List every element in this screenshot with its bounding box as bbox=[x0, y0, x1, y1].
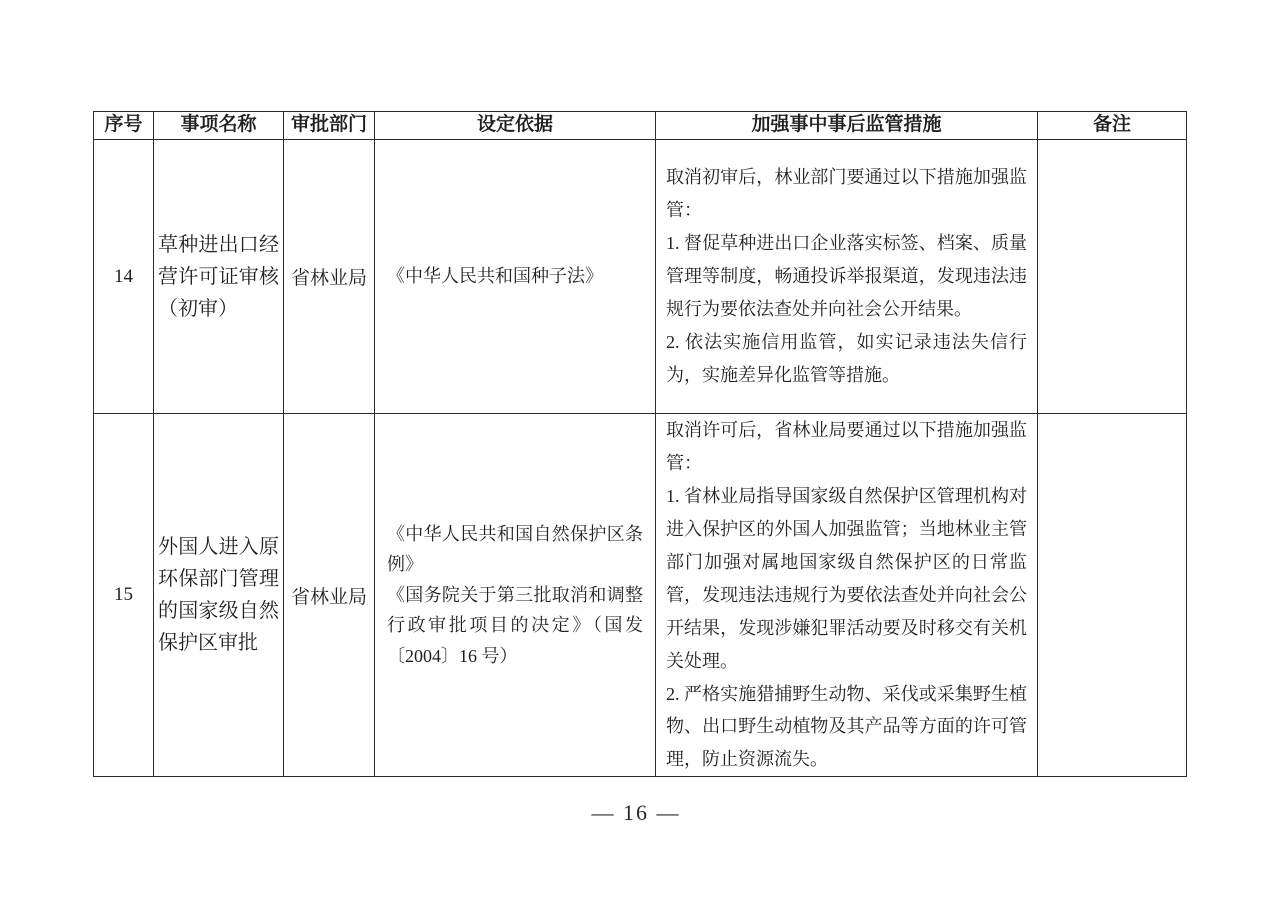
approval-items-table bbox=[93, 111, 1187, 777]
row14-measures-item-2: 2. 依法实施信用监管，如实记录违法失信行为，实施差异化监管等措施。 bbox=[666, 331, 1027, 385]
page-number: — 16 — bbox=[591, 800, 681, 825]
table-row bbox=[94, 414, 1187, 777]
row14-department: 省林业局 bbox=[284, 140, 375, 414]
row14-basis-line: 《中华人民共和国种子法》 bbox=[387, 266, 603, 287]
row15-basis bbox=[375, 414, 656, 777]
row15-measures-item-1: 1. 省林业局指导国家级自然保护区管理机构对进入保护区的外国人加强监管；当地林业主管部门加强对属地国家级自然保护区的日常监管，发现违法违规行为要依法查处并向社会公开结果，发现涉嫌犯罪活动要及时移交有关机关处理。 bbox=[666, 485, 1027, 671]
row14-measures bbox=[656, 140, 1038, 414]
header-remark: 备注 bbox=[1038, 112, 1187, 140]
header-seq: 序号 bbox=[94, 112, 154, 140]
row15-basis-line-1: 《中华人民共和国自然保护区条例》 bbox=[387, 523, 643, 575]
row15-measures bbox=[656, 414, 1038, 777]
header-department: 审批部门 bbox=[284, 112, 375, 140]
row15-measures-item-2: 2. 严格实施猎捕野生动物、采伐或采集野生植物、出口野生动植物及其产品等方面的许可管理，防止资源流失。 bbox=[666, 683, 1027, 770]
row14-basis bbox=[375, 140, 656, 414]
table-row bbox=[94, 140, 1187, 414]
row14-measures-intro: 取消初审后，林业部门要通过以下措施加强监管： bbox=[666, 167, 1027, 221]
row14-item-name: 草种进出口经营许可证审核（初审） bbox=[154, 140, 284, 414]
row15-measures-intro: 取消许可后，省林业局要通过以下措施加强监管： bbox=[666, 420, 1027, 473]
row15-basis-line-2: 《国务院关于第三批取消和调整行政审批项目的决定》（国发〔2004〕16 号） bbox=[387, 584, 643, 667]
row15-department: 省林业局 bbox=[284, 414, 375, 777]
row14-seq: 14 bbox=[94, 140, 154, 414]
row15-remark bbox=[1038, 414, 1187, 777]
header-basis: 设定依据 bbox=[375, 112, 656, 140]
header-measures: 加强事中事后监管措施 bbox=[656, 112, 1038, 140]
row14-remark bbox=[1038, 140, 1187, 414]
row15-item-name: 外国人进入原环保部门管理的国家级自然保护区审批 bbox=[154, 414, 284, 777]
row14-measures-item-1: 1. 督促草种进出口企业落实标签、档案、质量管理等制度，畅通投诉举报渠道，发现违法违规行为要依法查处并向社会公开结果。 bbox=[666, 233, 1027, 319]
table-header-row bbox=[94, 112, 1187, 140]
header-item-name: 事项名称 bbox=[154, 112, 284, 140]
row15-seq: 15 bbox=[94, 414, 154, 777]
